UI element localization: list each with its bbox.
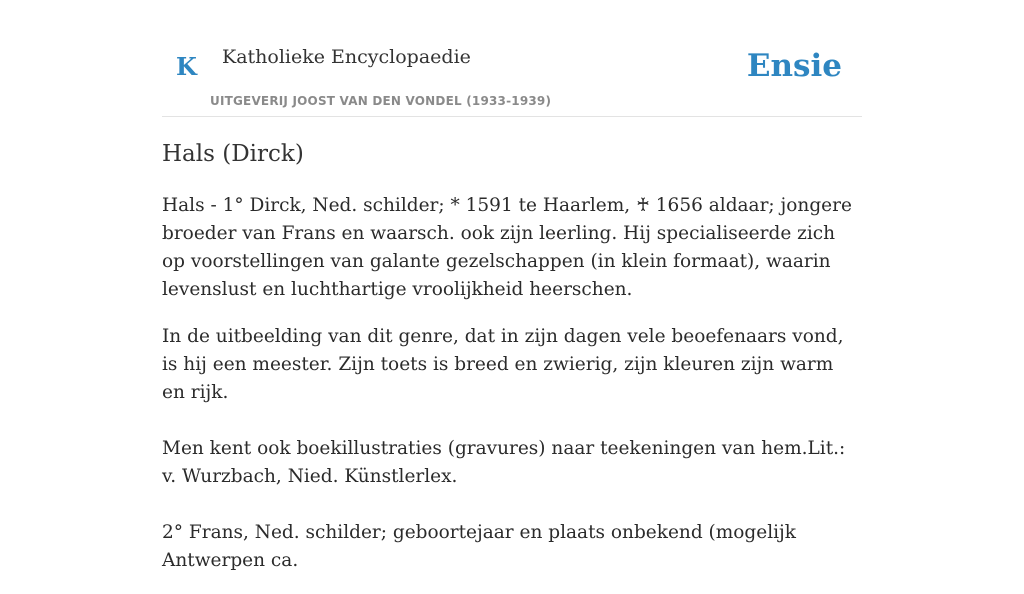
article-paragraph-3: Men kent ook boekillustraties (gravures) naar teekeningen van hem.Lit.: v. Wurzbach, Nied. Künstlerlex. xyxy=(162,438,846,487)
site-title-link[interactable]: Katholieke Encyclopaedie xyxy=(222,46,471,68)
article-paragraph-2: In de uitbeelding van dit genre, dat in zijn dagen vele beoefenaars vond, is hij een meester. Zijn toets is breed en zwierig, zijn kleuren zijn warm en rijk. xyxy=(162,326,844,403)
article-paragraph-1: Hals - 1° Dirck, Ned. schilder; * 1591 te Haarlem, ♰ 1656 aldaar; jongere broeder van Frans en waarsch. ook zijn leerling. Hij specialiseerde zich op voorstellingen van galante gezelschappen (in klein formaat), waarin levenslust en luchthartige vroolijkheid heerschen. xyxy=(162,195,852,300)
article-body xyxy=(162,192,862,594)
logo-k-icon[interactable]: K xyxy=(176,52,197,81)
publisher-subtitle: UITGEVERIJ JOOST VAN DEN VONDEL (1933-1939) xyxy=(210,94,552,108)
page xyxy=(162,0,862,571)
article-paragraph-4: 2° Frans, Ned. schilder; geboortejaar en plaats onbekend (mogelijk Antwerpen ca. xyxy=(162,522,797,571)
article-title: Hals (Dirck) xyxy=(162,141,304,167)
site-header xyxy=(162,0,862,117)
ensie-logo-link[interactable]: Ensie xyxy=(746,48,842,84)
